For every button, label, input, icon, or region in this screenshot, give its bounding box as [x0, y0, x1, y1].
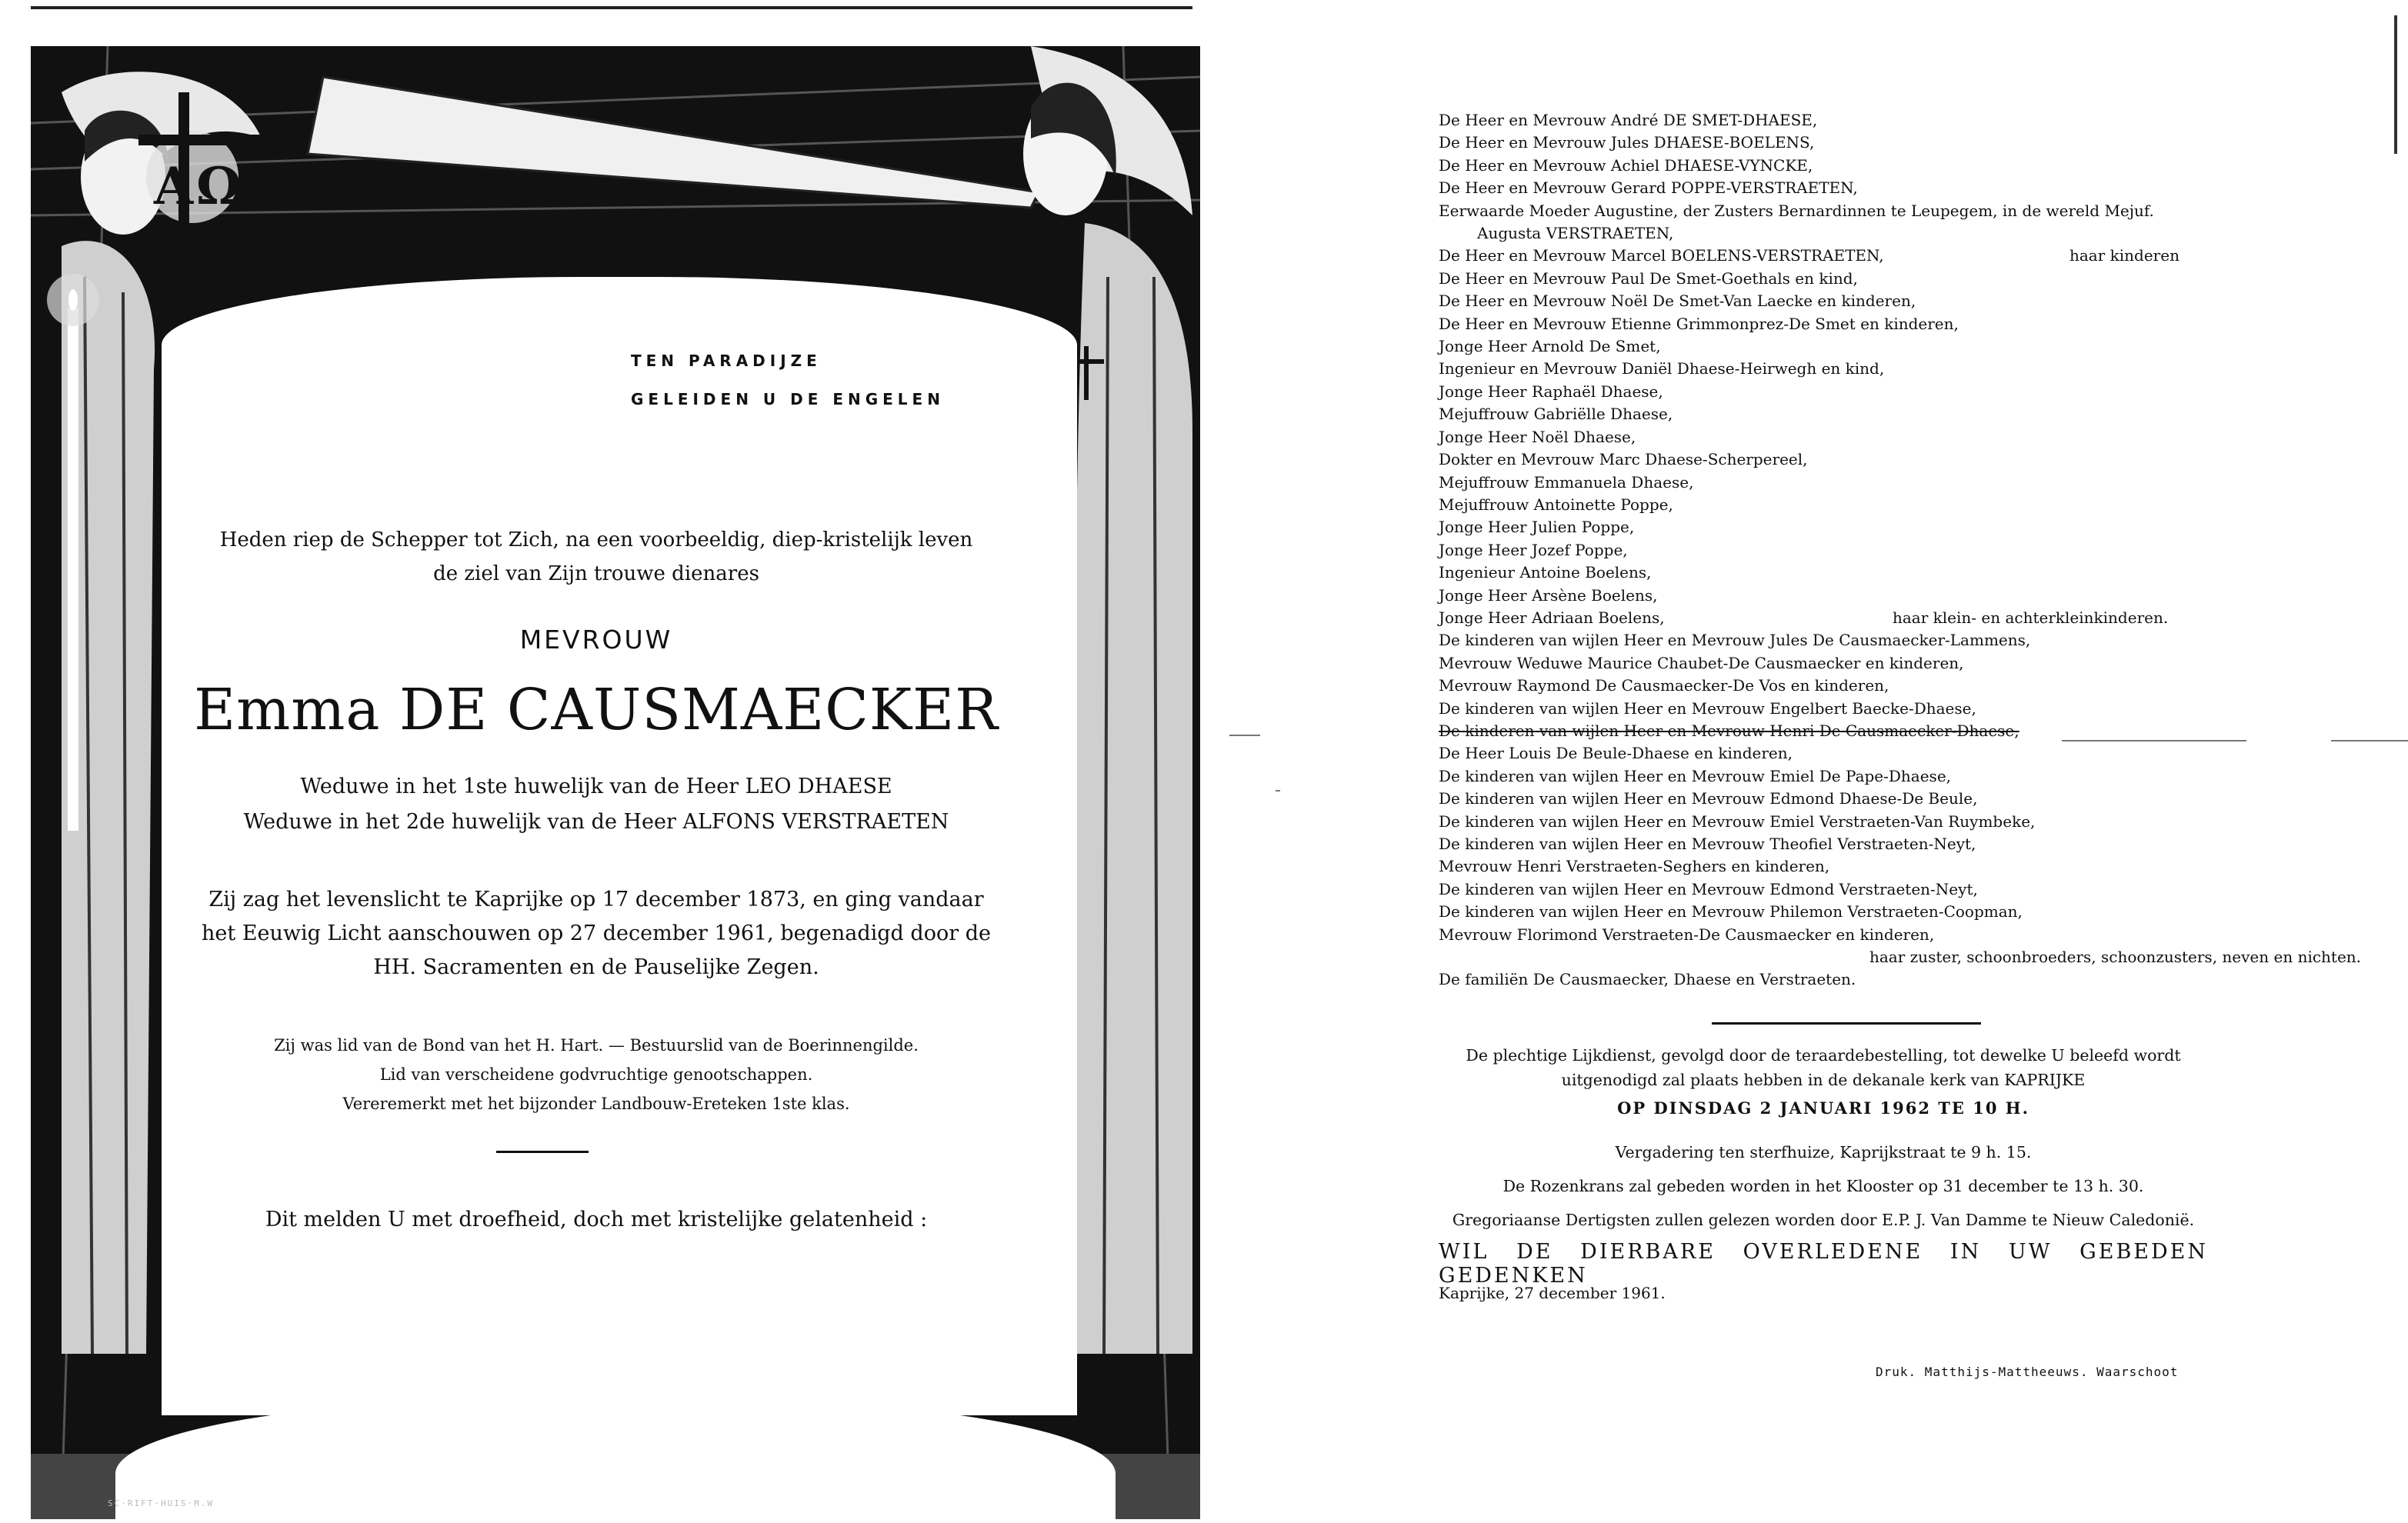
rosary-line: De Rozenkrans zal gebeden worden in het Klooster op 31 december te 13 h. 30.: [1502, 1177, 2144, 1195]
member-line-3: Vereremerkt met het bijzonder Landbouw-Ereteken 1ste klas.: [342, 1095, 850, 1113]
widow-info: [192, 769, 1000, 840]
service-line-1: De plechtige Lijkdienst, gevolgd door de teraardebestelling, tot dewelke U beleefd wordt: [1466, 1046, 2181, 1065]
list-item: De kinderen van wijlen Heer en Mevrouw Philemon Verstraeten-Coopman,: [1439, 902, 2023, 921]
divider: [496, 1151, 589, 1153]
list-item: De Heer en Mevrouw Paul De Smet-Goethals en kind,: [1439, 268, 1858, 288]
intro-line-1: Heden riep de Schepper tot Zich, na een voorbeeldig, diep-kristelijk leven: [219, 528, 973, 552]
list-item: Ingenieur Antoine Boelens,: [1439, 563, 1652, 582]
deceased-name: Emma DE CAUSMAECKER: [194, 677, 999, 743]
memberships: [192, 1031, 1000, 1118]
list-item: De familiën De Causmaecker, Dhaese en Verstraeten.: [1439, 970, 1856, 989]
list-item: Jonge Heer Arnold De Smet,: [1439, 337, 1661, 356]
list-item: Mejuffrouw Antoinette Poppe,: [1439, 495, 1673, 514]
service-date: OP DINSDAG 2 JANUARI 1962 TE 10 H.: [1617, 1098, 2029, 1118]
list-item: De Heer en Mevrouw Achiel DHAESE-VYNCKE,: [1439, 155, 1813, 175]
fold-mark: [2331, 740, 2408, 742]
list-item: Mevrouw Henri Verstraeten-Seghers en kinderen,: [1439, 857, 1830, 876]
list-item: Jonge Heer Julien Poppe,: [1439, 518, 1635, 537]
list-item: De Heer Louis De Beule-Dhaese en kinderen,: [1439, 744, 1793, 763]
place-date: Kaprijke, 27 december 1961.: [1439, 1284, 1666, 1302]
deceased-title: MEVROUW: [519, 625, 673, 655]
list-item: Mevrouw Raymond De Causmaecker-De Vos en kinderen,: [1439, 676, 1889, 695]
list-item: Augusta VERSTRAETEN,: [1477, 224, 1674, 243]
list-item: [1439, 607, 2216, 629]
life-line-2: het Eeuwig Licht aanschouwen op 27 december 1961, begenadigd door de: [202, 921, 991, 945]
life-line-1: Zij zag het levenslicht te Kaprijke op 17 december 1873, en ging vandaar: [208, 888, 984, 911]
trumpet: [308, 77, 1039, 208]
list-item: De kinderen van wijlen Heer en Mevrouw Emiel Verstraeten-Van Ruymbeke,: [1439, 811, 2036, 831]
divider: [1712, 1022, 1981, 1025]
member-line-2: Lid van verscheidene godvruchtige genootschappen.: [379, 1065, 813, 1084]
list-item: De kinderen van wijlen Heer en Mevrouw Jules De Causmaecker-Lammens,: [1439, 631, 2031, 650]
list-item-text: Jonge Heer Adriaan Boelens,: [1439, 608, 1665, 627]
list-item-text: De Heer en Mevrouw Marcel BOELENS-VERSTRAETEN,: [1439, 246, 1884, 265]
svg-text:Ω: Ω: [196, 156, 242, 216]
meeting-line: Vergadering ten sterfhuize, Kaprijkstraat te 9 h. 15.: [1615, 1143, 2032, 1161]
list-item: Jonge Heer Jozef Poppe,: [1439, 540, 1628, 559]
motto: [631, 342, 945, 418]
service-details: [1439, 1135, 2208, 1237]
relation-note: haar klein- en achterkleinkinderen.: [1893, 608, 2169, 627]
page-edge-line: [2394, 15, 2397, 154]
artist-mark: SC·RIFT·HUIS·M.W: [108, 1498, 214, 1508]
intro-text: [192, 523, 1000, 591]
motto-line-2: GELEIDEN U DE ENGELEN: [631, 390, 945, 408]
closing-line: Dit melden U met droefheid, doch met kristelijke gelatenheid :: [265, 1208, 928, 1231]
list-item: De Heer en Mevrouw Gerard POPPE-VERSTRAETEN,: [1439, 178, 1858, 198]
widow-line-2: Weduwe in het 2de huwelijk van de Heer ALFONS VERSTRAETEN: [243, 810, 949, 834]
widow-line-1: Weduwe in het 1ste huwelijk van de Heer LEO DHAESE: [300, 775, 892, 798]
list-item: Ingenieur en Mevrouw Daniël Dhaese-Heirwegh en kind,: [1439, 359, 1885, 378]
candle: [68, 308, 78, 831]
list-item: Jonge Heer Raphaël Dhaese,: [1439, 382, 1663, 401]
list-item: De kinderen van wijlen Heer en Mevrouw Edmond Verstraeten-Neyt,: [1439, 879, 1978, 898]
fold-mark: [1276, 790, 1280, 791]
remember-prayer: WIL DE DIERBARE OVERLEDENE IN UW GEBEDEN GEDENKEN: [1439, 1240, 2208, 1288]
scroll-panel: [162, 277, 1077, 1415]
service-line-2: uitgenodigd zal plaats hebben in de dekanale kerk van KAPRIJKE: [1561, 1071, 2086, 1089]
relation-note: haar kinderen: [2069, 246, 2180, 265]
svg-text:A: A: [154, 156, 194, 216]
list-item: De Heer en Mevrouw Etienne Grimmonprez-De Smet en kinderen,: [1439, 314, 1959, 333]
top-rule: [31, 6, 1192, 9]
life-line-3: HH. Sacramenten en de Pauselijke Zegen.: [373, 955, 819, 979]
masses-line: Gregoriaanse Dertigsten zullen gelezen worden door E.P. J. Van Damme te Nieuw Caledonië.: [1452, 1211, 2195, 1229]
member-line-1: Zij was lid van de Bond van het H. Hart. — Bestuurslid van de Boerinnengilde.: [274, 1036, 919, 1055]
scroll-panel-bottom: [115, 1400, 1116, 1523]
struck-text: De kinderen van wijlen Heer en Mevrouw Henri De Causmaecker-Dhaese,: [1439, 721, 2019, 740]
printer-credit: Druk. Matthijs-Mattheeuws. Waarschoot: [1876, 1365, 2179, 1379]
list-item: Mejuffrouw Emmanuela Dhaese,: [1439, 472, 1694, 492]
list-item: Eerwaarde Moeder Augustine, der Zusters Bernardinnen te Leupegem, in de wereld Mejuf.: [1439, 201, 2154, 220]
list-item: De Heer en Mevrouw Jules DHAESE-BOELENS,: [1439, 133, 1815, 152]
list-item: De Heer en Mevrouw Noël De Smet-Van Laecke en kinderen,: [1439, 292, 1916, 311]
list-item: Mevrouw Florimond Verstraeten-De Causmaecker en kinderen,: [1439, 925, 1935, 944]
list-item: [1439, 245, 2216, 267]
list-item: Jonge Heer Arsène Boelens,: [1439, 585, 1658, 605]
list-item: De Heer en Mevrouw André DE SMET-DHAESE,: [1439, 111, 1818, 129]
fold-mark: [1229, 735, 1260, 736]
list-item: haar zuster, schoonbroeders, schoonzusters, neven en nichten.: [1869, 948, 2362, 967]
list-item: Dokter en Mevrouw Marc Dhaese-Scherpereel,: [1439, 450, 1808, 469]
list-item: Mejuffrouw Gabriëlle Dhaese,: [1439, 405, 1673, 424]
motto-line-1: TEN PARADIJZE: [631, 352, 822, 370]
intro-line-2: de ziel van Zijn trouwe dienares: [433, 562, 759, 585]
family-list: [1439, 109, 2362, 991]
list-item: [1439, 720, 2216, 742]
life-dates: [192, 883, 1000, 985]
list-item: Jonge Heer Noël Dhaese,: [1439, 427, 1636, 446]
list-item: De kinderen van wijlen Heer en Mevrouw Emiel De Pape-Dhaese,: [1439, 766, 1952, 785]
list-item: De kinderen van wijlen Heer en Mevrouw Edmond Dhaese-De Beule,: [1439, 789, 1978, 808]
list-item: De kinderen van wijlen Heer en Mevrouw Engelbert Baecke-Dhaese,: [1439, 698, 1976, 718]
list-item: Mevrouw Weduwe Maurice Chaubet-De Causmaecker en kinderen,: [1439, 653, 1964, 672]
list-item: De kinderen van wijlen Heer en Mevrouw Theofiel Verstraeten-Neyt,: [1439, 835, 1976, 853]
funeral-service: [1439, 1043, 2208, 1092]
